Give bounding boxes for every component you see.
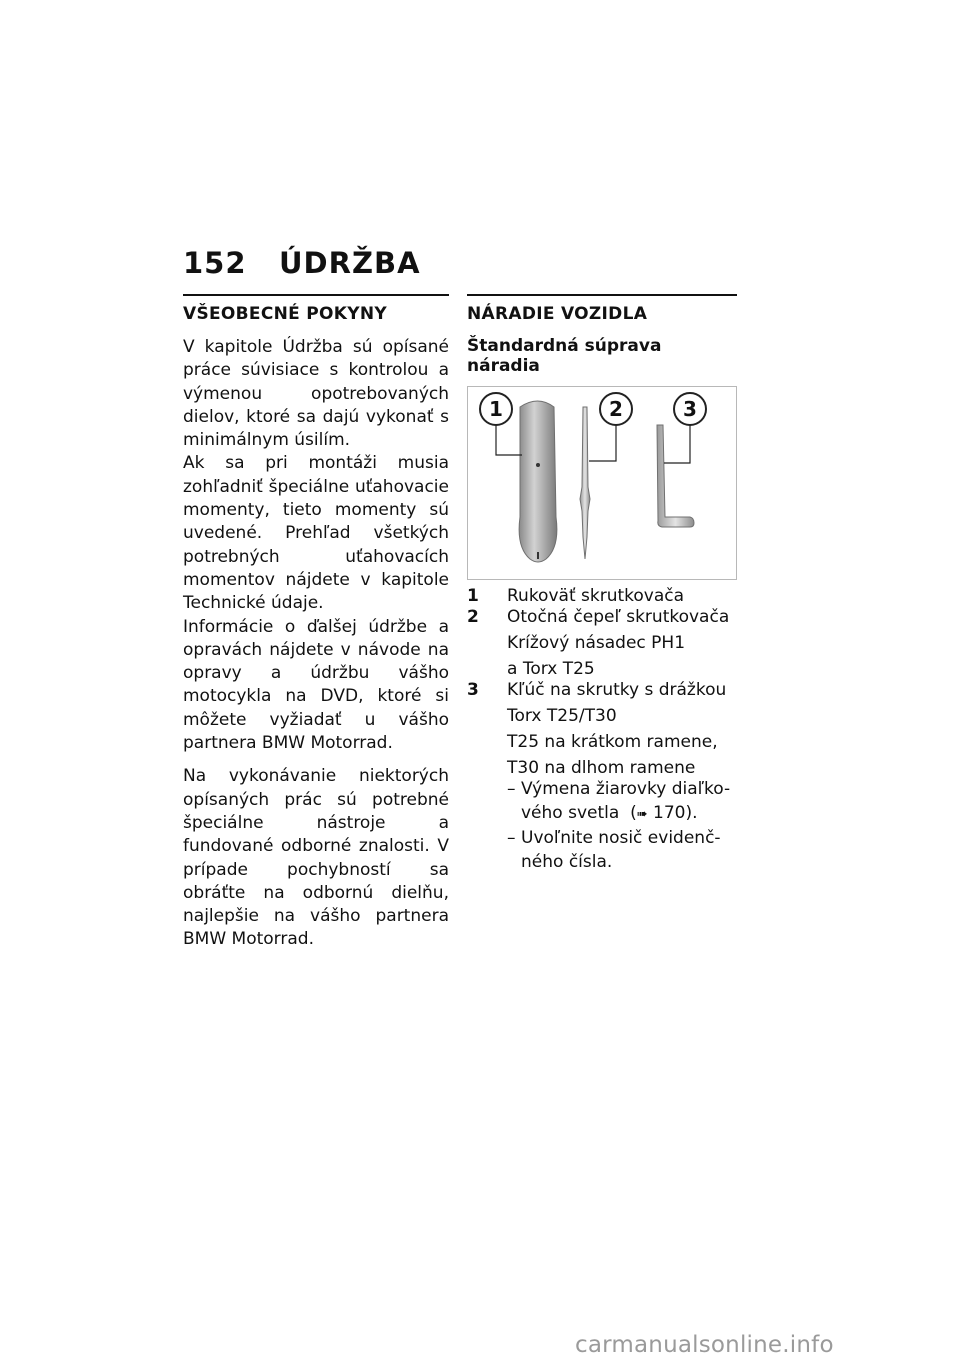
subsection-heading: Štandardná súprava náradia	[467, 336, 662, 376]
legend-text: Rukoväť skrutkovača	[507, 586, 685, 606]
legend-item	[467, 586, 737, 607]
left-column	[183, 294, 449, 952]
watermark: carmanualsonline.info	[575, 1332, 834, 1358]
section-heading-tools: NÁRADIE VOZIDLA	[467, 304, 648, 324]
legend-number: 2	[467, 607, 479, 627]
callout-1: 1	[489, 397, 503, 421]
toolkit-illustration	[468, 387, 736, 579]
instruction-list	[467, 779, 737, 873]
page-header	[183, 246, 421, 280]
legend-text: Torx T25/T30	[507, 706, 617, 726]
page-reference-arrow-icon: ➠	[636, 807, 648, 822]
right-column	[467, 294, 737, 876]
instruction-item: – Uvoľnite nosič evidenč- ného čísla.	[507, 828, 721, 872]
toolkit-figure	[467, 386, 737, 580]
section-rule	[183, 294, 449, 296]
legend-text: Kľúč na skrutky s drážkou	[507, 680, 727, 700]
torx-key-icon	[657, 425, 694, 527]
screwdriver-handle-icon	[519, 401, 557, 562]
callout-3: 3	[683, 397, 697, 421]
instruction-item: – Výmena žiarovky diaľko- vého svetla (➠ 170).	[507, 779, 731, 823]
screwdriver-blade-icon	[580, 407, 590, 559]
legend-text: Otočná čepeľ skrutkovača	[507, 607, 730, 627]
paragraph-3: Informácie o ďalšej údržbe a opravách nájdete v návode na opravy a údržbu vášho motocykla na DVD, ktoré si môžete vyžiadať u vášho partnera BMW Motorrad.	[183, 616, 449, 754]
figure-legend	[467, 586, 737, 779]
legend-item	[467, 680, 737, 779]
legend-text: T30 na dlhom ramene	[507, 758, 696, 778]
legend-text: T25 na krátkom ramene,	[507, 732, 718, 752]
legend-number: 3	[467, 680, 479, 700]
page-number: 152	[183, 246, 247, 280]
section-heading-general: VŠEOBECNÉ POKYNY	[183, 304, 388, 324]
section-rule	[467, 294, 737, 296]
paragraph-2: Ak sa pri montáži musia zohľadniť špeciálne uťahovacie momenty, tieto momenty sú uvedené. Prehľad všetkých potrebných uťahovacích momentov nájdete v kapitole Technické údaje.	[183, 453, 449, 614]
callout-2: 2	[609, 397, 623, 421]
legend-text: Krížový násadec PH1	[507, 633, 686, 653]
legend-text: a Torx T25	[507, 659, 595, 679]
legend-item	[467, 607, 737, 680]
chapter-title: ÚDRŽBA	[279, 246, 421, 280]
page-reference-link[interactable]: 170).	[653, 803, 698, 823]
paragraph-4: Na vykonávanie niektorých opísaných prác sú potrebné špeciálne nástroje a fundované odborné znalosti. V prípade pochybností sa obráťte na odbornú dielňu, najlepšie na vášho partnera BMW Motorrad.	[183, 766, 449, 950]
legend-number: 1	[467, 586, 479, 606]
paragraph-1: V kapitole Údržba sú opísané práce súvisiace s kontrolou a výmenou opotrebovaných dielov, ktoré sa dajú vykonať s minimálnym úsilím.	[183, 337, 449, 451]
